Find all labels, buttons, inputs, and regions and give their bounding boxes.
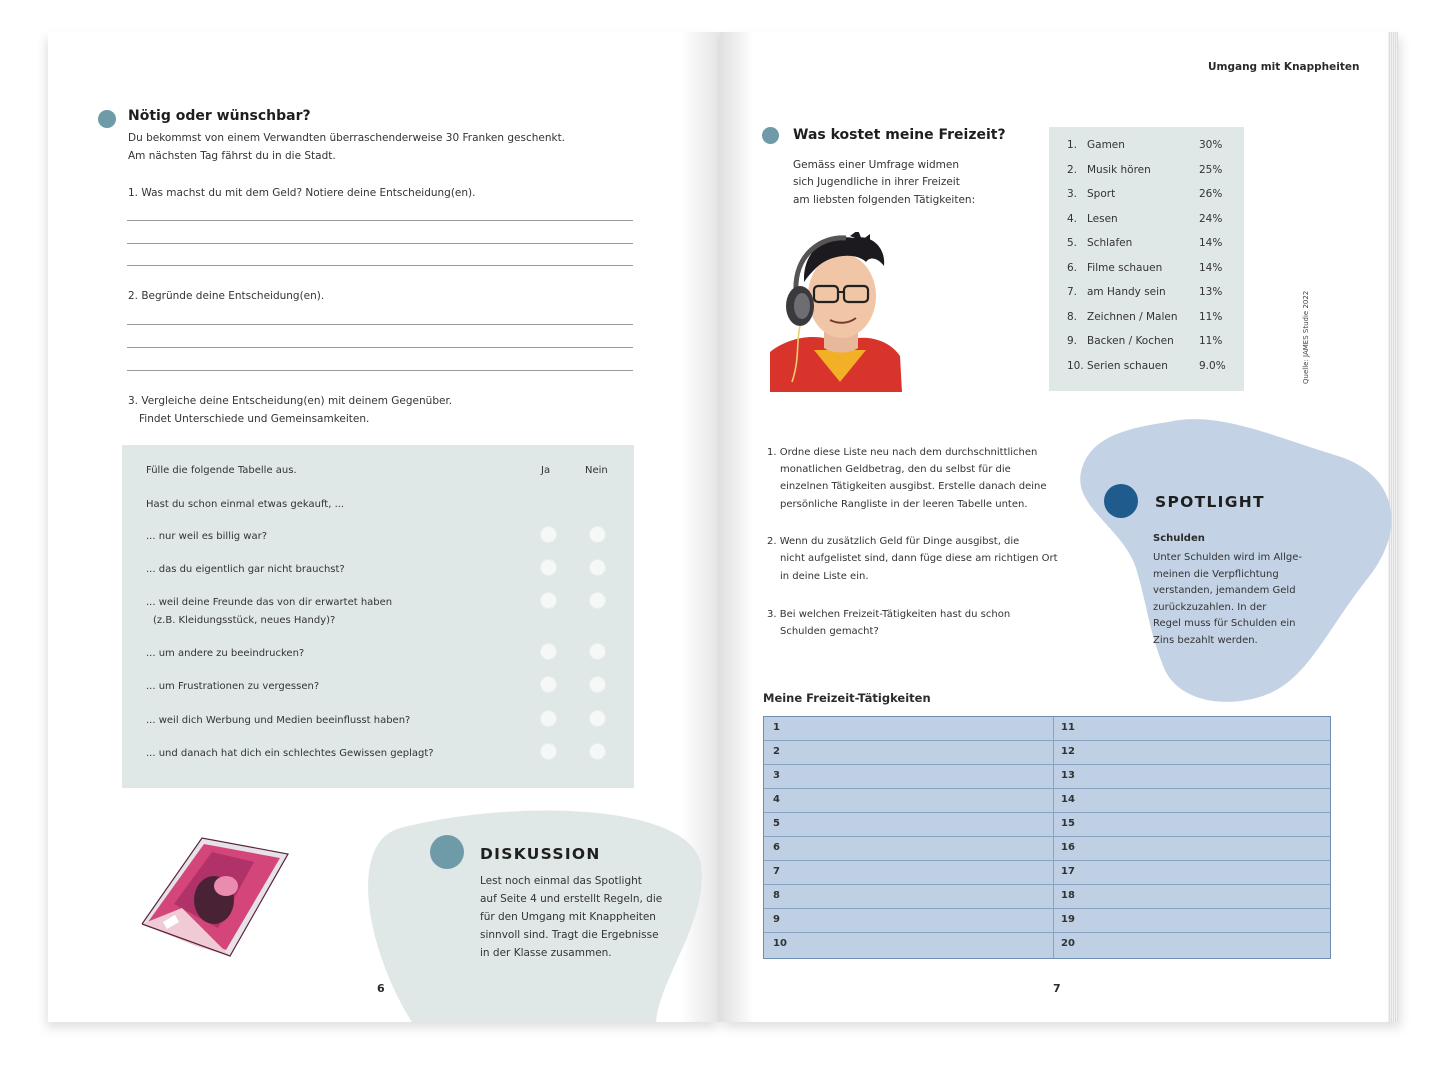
activity-rank: 4. — [1067, 212, 1078, 225]
question-3-cont: Findet Unterschiede und Gemeinsamkeiten. — [139, 413, 370, 425]
answer-line[interactable] — [127, 243, 633, 244]
activity-name: Lesen — [1087, 212, 1118, 225]
activity-row — [1049, 237, 1244, 257]
answer-line[interactable] — [127, 265, 633, 266]
activity-rank: 2. — [1067, 163, 1078, 176]
spotlight-line: zurückzuzahlen. In der — [1153, 602, 1267, 613]
teen-headphones-illustration — [770, 232, 910, 392]
question-3: 3. Vergleiche deine Entscheidung(en) mit deinem Gegenüber. — [128, 395, 453, 407]
section-title: Was kostet meine Freizeit? — [793, 127, 1006, 143]
activity-percent: 14% — [1199, 261, 1223, 274]
ranking-table — [763, 716, 1331, 959]
section-title: Nötig oder wünschbar? — [128, 108, 311, 124]
spotlight-subtitle: Schulden — [1153, 533, 1205, 544]
rank-number: 13 — [1061, 770, 1075, 781]
ranking-row[interactable] — [764, 765, 1330, 789]
activity-name: Zeichnen / Malen — [1087, 310, 1178, 323]
section-dot — [762, 127, 779, 144]
page-number: 6 — [377, 982, 385, 995]
activity-rank: 5. — [1067, 237, 1078, 249]
radio-no[interactable] — [589, 743, 606, 760]
question-1: 1. Was machst du mit dem Geld? Notiere deine Entscheidung(en). — [128, 187, 476, 199]
activity-name: am Handy sein — [1087, 286, 1166, 298]
activity-percent: 14% — [1199, 237, 1223, 249]
intro-line: am liebsten folgenden Tätigkeiten: — [793, 194, 976, 206]
checklist-lead: Hast du schon einmal etwas gekauft, ... — [146, 499, 345, 510]
discussion-title: DISKUSSION — [480, 845, 601, 863]
spotlight-line: meinen die Verpflichtung — [1153, 569, 1279, 580]
booklet-spread — [48, 32, 1398, 1022]
spotlight-line: Zins bezahlt werden. — [1153, 635, 1258, 646]
activity-percent: 24% — [1199, 212, 1223, 225]
rank-number: 3 — [773, 770, 780, 781]
rank-number: 10 — [773, 938, 787, 949]
answer-line[interactable] — [127, 324, 633, 325]
column-no: Nein — [585, 465, 608, 476]
radio-yes[interactable] — [540, 526, 557, 543]
task-1-line: persönliche Rangliste in der leeren Tabelle unten. — [780, 499, 1028, 510]
radio-yes[interactable] — [540, 676, 557, 693]
discussion-line: auf Seite 4 und erstellt Regeln, die — [480, 893, 663, 905]
rank-number: 9 — [773, 914, 780, 925]
grid-title: Meine Freizeit-Tätigkeiten — [763, 691, 931, 705]
checklist-item: ... nur weil es billig war? — [146, 531, 268, 542]
activity-percent: 13% — [1199, 286, 1223, 298]
checklist-table — [122, 445, 634, 788]
radio-yes[interactable] — [540, 592, 557, 609]
task-3-line: Schulden gemacht? — [780, 626, 879, 637]
task-1: 1. Ordne diese Liste neu nach dem durchschnittlichen — [767, 447, 1038, 458]
discussion-line: für den Umgang mit Knappheiten — [480, 911, 656, 923]
ranking-row[interactable] — [764, 789, 1330, 813]
activity-name: Gamen — [1087, 139, 1125, 151]
spotlight-title: SPOTLIGHT — [1155, 493, 1265, 511]
activity-percent: 25% — [1199, 163, 1223, 176]
answer-line[interactable] — [127, 220, 633, 221]
radio-no[interactable] — [589, 676, 606, 693]
rank-number: 18 — [1061, 890, 1075, 901]
section-dot — [98, 110, 116, 128]
ranking-row[interactable] — [764, 837, 1330, 861]
discussion-line: sinnvoll sind. Tragt die Ergebnisse — [480, 929, 659, 941]
left-page — [48, 32, 720, 1022]
activity-row — [1049, 213, 1244, 233]
ranking-row[interactable] — [764, 813, 1330, 837]
rank-number: 4 — [773, 794, 780, 805]
activity-row — [1049, 188, 1244, 208]
radio-no[interactable] — [589, 526, 606, 543]
checklist-item: ... und danach hat dich ein schlechtes Gewissen geplagt? — [146, 748, 434, 759]
rank-number: 16 — [1061, 842, 1075, 853]
rank-number: 6 — [773, 842, 780, 853]
activity-row — [1049, 360, 1244, 380]
activity-rank: 9. — [1067, 335, 1078, 347]
radio-no[interactable] — [589, 559, 606, 576]
activity-name: Musik hören — [1087, 163, 1151, 176]
rank-number: 11 — [1061, 722, 1075, 733]
spotlight-line: Regel muss für Schulden ein — [1153, 618, 1296, 629]
rank-number: 14 — [1061, 794, 1075, 805]
rank-number: 20 — [1061, 938, 1075, 949]
source-note: Quelle: JAMES Studie 2022 — [1302, 290, 1310, 384]
spotlight-line: verstanden, jemandem Geld — [1153, 585, 1296, 596]
activity-percent: 11% — [1199, 310, 1223, 323]
radio-yes[interactable] — [540, 710, 557, 727]
activity-percent: 11% — [1199, 335, 1223, 347]
rank-number: 2 — [773, 746, 780, 757]
intro-line: Gemäss einer Umfrage widmen — [793, 159, 960, 171]
activity-row — [1049, 262, 1244, 282]
ranking-row[interactable] — [764, 741, 1330, 765]
radio-yes[interactable] — [540, 643, 557, 660]
answer-line[interactable] — [127, 347, 633, 348]
task-2-line: nicht aufgelistet sind, dann füge diese am richtigen Ort — [780, 553, 1058, 564]
activity-rank: 3. — [1067, 188, 1078, 200]
rank-number: 12 — [1061, 746, 1075, 757]
intro-line: Am nächsten Tag fährst du in die Stadt. — [128, 150, 336, 162]
checklist-item: ... das du eigentlich gar nicht brauchst? — [146, 564, 345, 575]
task-1-line: einzelnen Tätigkeiten ausgibst. Erstelle danach deine — [780, 481, 1047, 492]
radio-no[interactable] — [589, 592, 606, 609]
column-yes: Ja — [541, 465, 551, 476]
activity-rank: 7. — [1067, 286, 1078, 298]
right-page — [720, 32, 1398, 1022]
rank-number: 17 — [1061, 866, 1075, 877]
checklist-item-cont: (z.B. Kleidungsstück, neues Handy)? — [153, 615, 336, 626]
task-3: 3. Bei welchen Freizeit-Tätigkeiten hast du schon — [767, 609, 1011, 620]
radio-yes[interactable] — [540, 559, 557, 576]
spotlight-line: Unter Schulden wird im Allge- — [1153, 552, 1302, 563]
spotlight-dot — [1104, 484, 1138, 518]
ranking-row[interactable] — [764, 717, 1330, 741]
discussion-line: Lest noch einmal das Spotlight — [480, 875, 642, 887]
activity-percent: 9.0% — [1199, 359, 1226, 372]
activity-rank: 6. — [1067, 261, 1078, 274]
activity-row — [1049, 335, 1244, 355]
ranking-row[interactable] — [764, 909, 1330, 933]
checklist-item: ... weil deine Freunde das von dir erwartet haben — [146, 597, 393, 608]
rank-number: 7 — [773, 866, 780, 877]
ranking-row[interactable] — [764, 861, 1330, 885]
activity-row — [1049, 311, 1244, 331]
page-number: 7 — [1053, 982, 1061, 995]
activity-name: Backen / Kochen — [1087, 335, 1174, 347]
activity-percent: 26% — [1199, 188, 1223, 200]
activity-row — [1049, 139, 1244, 159]
question-2: 2. Begründe deine Entscheidung(en). — [128, 290, 325, 302]
radio-yes[interactable] — [540, 743, 557, 760]
activity-rank: 10. — [1067, 359, 1084, 372]
banknote-illustration — [134, 832, 294, 962]
activity-row — [1049, 164, 1244, 184]
checklist-instruction: Fülle die folgende Tabelle aus. — [146, 465, 297, 476]
activity-rank: 1. — [1067, 139, 1078, 151]
discussion-dot — [430, 835, 464, 869]
checklist-item: ... um andere zu beeindrucken? — [146, 648, 305, 659]
activity-percent: 30% — [1199, 139, 1223, 151]
task-2-line: in deine Liste ein. — [780, 571, 869, 582]
rank-number: 15 — [1061, 818, 1075, 829]
answer-line[interactable] — [127, 370, 633, 371]
rank-number: 19 — [1061, 914, 1075, 925]
checklist-item: ... weil dich Werbung und Medien beeinflusst haben? — [146, 715, 411, 726]
task-2: 2. Wenn du zusätzlich Geld für Dinge ausgibst, die — [767, 536, 1020, 547]
radio-no[interactable] — [589, 643, 606, 660]
rank-number: 5 — [773, 818, 780, 829]
rank-number: 8 — [773, 890, 780, 901]
activity-name: Serien schauen — [1087, 359, 1168, 372]
rank-number: 1 — [773, 722, 780, 733]
ranking-row[interactable] — [764, 885, 1330, 909]
intro-line: sich Jugendliche in ihrer Freizeit — [793, 176, 960, 188]
activities-list — [1049, 127, 1244, 391]
activity-name: Filme schauen — [1087, 261, 1163, 274]
activity-row — [1049, 286, 1244, 306]
activity-rank: 8. — [1067, 310, 1078, 323]
ranking-row[interactable] — [764, 933, 1330, 957]
checklist-item: ... um Frustrationen zu vergessen? — [146, 681, 320, 692]
activity-name: Sport — [1087, 188, 1116, 200]
intro-line: Du bekommst von einem Verwandten überraschenderweise 30 Franken geschenkt. — [128, 132, 566, 144]
radio-no[interactable] — [589, 710, 606, 727]
activity-name: Schlafen — [1087, 237, 1133, 249]
task-1-line: monatlichen Geldbetrag, den du selbst für die — [780, 464, 1011, 475]
discussion-line: in der Klasse zusammen. — [480, 947, 612, 959]
running-header: Umgang mit Knappheiten — [1208, 61, 1360, 73]
